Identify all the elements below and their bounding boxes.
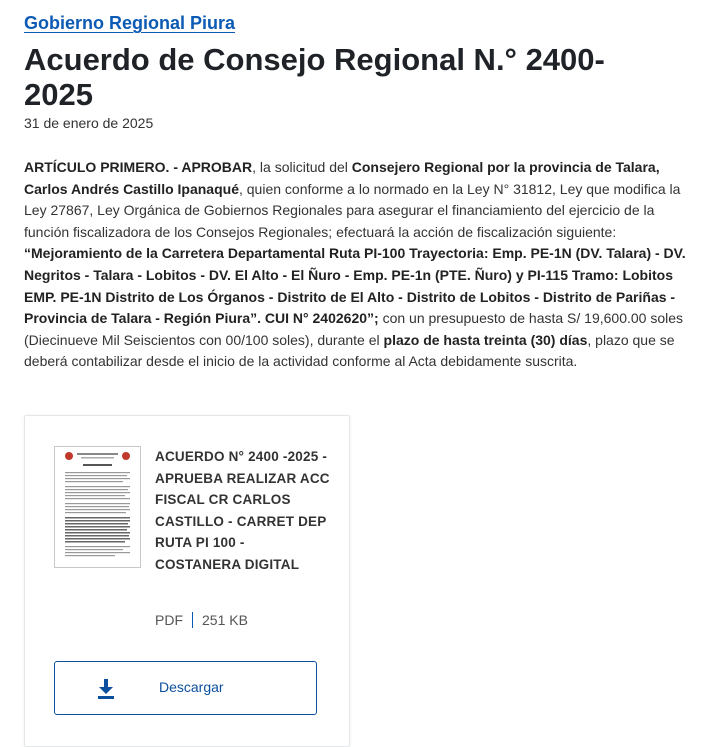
download-label: Descargar — [159, 679, 224, 695]
document-thumbnail[interactable] — [54, 446, 141, 568]
document-card — [24, 415, 350, 747]
meta-divider — [192, 612, 193, 628]
download-button[interactable] — [54, 661, 317, 715]
article-segment: , plazo que se deberá contabilizar desde el inicio de la actividad conforme al Acta debidamente suscrita. — [24, 331, 675, 370]
article-segment: ARTÍCULO PRIMERO. - APROBAR — [24, 159, 253, 175]
document-preview-icon — [55, 447, 140, 567]
page-title: Acuerdo de Consejo Regional N.° 2400-2025 — [24, 42, 605, 112]
article-body — [24, 157, 696, 373]
article-segment: plazo de hasta treinta (30) días — [383, 331, 588, 348]
publication-date: 31 de enero de 2025 — [24, 115, 154, 131]
article-segment: “Mejoramiento de la Carretera Departamental Ruta PI-100 Trayectoria: Emp. PE-1N (DV. Talara) - DV. Negritos - Talara - Lobitos - DV. El Alto - El Ñuro - Emp. PE-1n (PTE. Ñuro) y PI-115 Tramo: Lobitos EMP. PE-1N Distrito de Los Órganos - Distrito de El Alto - Distrito de Lobitos - Distrito de Pariñas - Provincia de Talara - Región Piura”. CUI N° 2402620”; — [24, 245, 686, 327]
article-segment: con un presupuesto de hasta S/ 19,600.00 soles (Diecinueve Mil Seiscientos con 00/100 soles), durante el — [24, 310, 684, 348]
download-icon — [97, 679, 115, 699]
document-meta — [155, 612, 248, 628]
org-link[interactable]: Gobierno Regional Piura — [24, 13, 236, 33]
article-segment: , quien conforme a lo normado en la Ley N° 31812, Ley que modifica la Ley 27867, Ley Orgánica de Gobiernos Regionales para asegurar el financiamiento del ejercicio de la función fiscalizadora de los Consejos Regionales; efectuará la acción de fiscalización siguiente: — [24, 180, 681, 240]
document-size: 251 KB — [202, 612, 248, 628]
article-segment: , la solicitud del — [252, 159, 352, 175]
document-title[interactable]: ACUERDO N° 2400 -2025 - APRUEBA REALIZAR ACC FISCAL CR CARLOS CASTILLO - CARRET DEP RUTA PI 100 - COSTANERA DIGITAL — [155, 449, 330, 572]
article-segment: Consejero Regional por la provincia de Talara, Carlos Andrés Castillo Ipanaqué — [24, 159, 660, 197]
document-format: PDF — [155, 612, 183, 628]
